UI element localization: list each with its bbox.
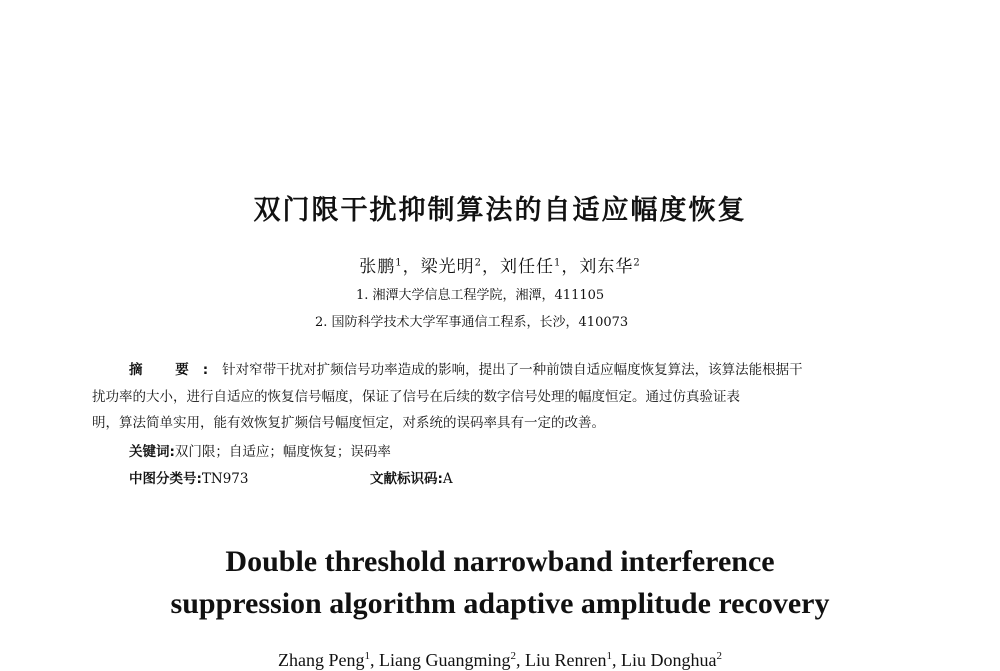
author-affiliation-mark: 1 [364, 650, 371, 662]
author-name: Liu Renren [525, 650, 607, 670]
document-code [370, 467, 453, 487]
abstract-line: 扰功率的大小，进行自适应的恢复信号幅度，保证了信号在后续的数字信号处理的幅度恒定。通过仿真验证表 [92, 389, 740, 405]
author-name: 刘任任 [500, 257, 554, 277]
author-list-cn: 张鹏$^1$，梁光明$^2$，刘任任$^1$，刘东华$^2$ [359, 257, 641, 277]
abstract-text: 针对窄带干扰对扩频信号功率造成的影响，提出了一种前馈自适应幅度恢复算法，该算法能根据干 [222, 362, 803, 378]
paper-title-en-line: Double threshold narrowband interference [225, 545, 775, 578]
author-affiliation-mark: 1 [395, 257, 403, 269]
author-affiliation-mark: 2 [716, 650, 722, 662]
affiliation: 2. 国防科学技术大学军事通信工程系，长沙，410073 [315, 315, 629, 330]
author-list-en: Zhang Peng$^1$, Liang Guangming$^2$, Liu Renren$^1$, Liu Donghua$^2$ [278, 650, 722, 670]
author-name: Zhang Peng [278, 650, 365, 670]
keywords-value: 双门限；自适应；幅度恢复；误码率 [174, 444, 391, 460]
paper-title-en-line: suppression algorithm adaptive amplitude recovery [170, 587, 830, 620]
author-name: 张鹏 [359, 257, 396, 277]
document-code-label: 文献标识码: [370, 471, 443, 487]
document-code-value: A [442, 471, 453, 487]
classification-value: TN973 [201, 471, 249, 487]
author-affiliation-mark: 2 [474, 257, 482, 269]
abstract-label: 摘 要: [129, 362, 223, 378]
keywords-label: 关键词: [129, 444, 175, 460]
classification-number [129, 467, 249, 487]
author-name: 刘东华 [579, 257, 634, 277]
abstract-line [129, 358, 803, 378]
abstract-line: 明，算法简单实用，能有效恢复扩频信号幅度恒定，对系统的误码率具有一定的改善。 [92, 415, 605, 431]
classification-label: 中图分类号: [129, 471, 202, 487]
affiliation: 1. 湘潭大学信息工程学院，湘潭，411105 [356, 288, 605, 303]
author-name: Liang Guangming [379, 650, 511, 670]
author-affiliation-mark: 2 [633, 257, 641, 269]
author-name: Liu Donghua [620, 650, 717, 670]
author-affiliation-mark: 1 [606, 650, 612, 662]
author-name: 梁光明 [420, 257, 475, 277]
paper-title-cn: 双门限干扰抑制算法的自适应幅度恢复 [253, 195, 747, 226]
keywords [129, 440, 391, 460]
author-affiliation-mark: 1 [554, 257, 562, 269]
author-affiliation-mark: 2 [510, 650, 516, 662]
